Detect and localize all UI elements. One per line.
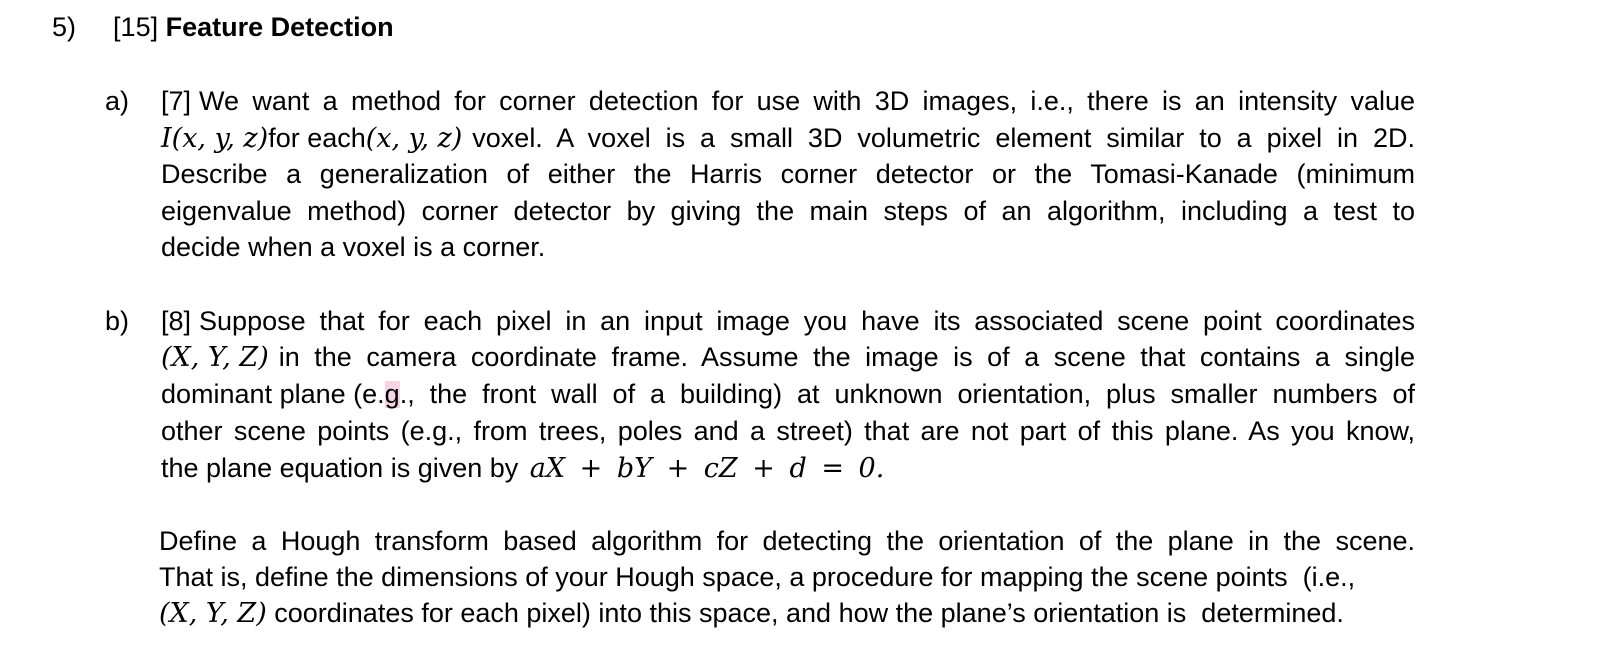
question-points: [15] — [113, 12, 159, 42]
part-b-line-4: other scene points (e.g., from trees, poles and a street) that are not part of this plane. As you know, — [161, 416, 1415, 446]
part-b-line-1 — [161, 308, 1415, 335]
question-header — [52, 14, 394, 41]
part-a-line-2-text: voxel. A voxel is a small 3D volumetric element similar to a pixel in 2D. — [472, 123, 1415, 153]
part-b-points: [8] — [161, 306, 192, 336]
part-b-label: b) — [105, 306, 130, 336]
part-a-line-3: Describe a generalization of either the Harris corner detector or the Tomasi-Kanade (minimum — [161, 159, 1415, 189]
part-b-para2-math-xyz: (X, Y, Z) — [159, 598, 267, 629]
part-a-line-1-text: We want a method for corner detection for use with 3D images, i.e., there is an intensity value — [199, 86, 1415, 116]
part-a-line-4: eigenvalue method) corner detector by giving the main steps of an algorithm, including a test to — [161, 196, 1415, 226]
part-b-math-xyz: (X, Y, Z) — [161, 342, 269, 373]
part-b-line-5 — [161, 455, 884, 482]
part-b-para2-line-1: Define a Hough transform based algorithm for detecting the orientation of the plane in the scene. — [159, 526, 1415, 556]
part-a-math-intensity: I(x, y, z) — [161, 123, 269, 154]
part-a-line-2-mid: for each — [268, 123, 366, 153]
part-a-points: [7] — [161, 86, 192, 116]
part-b-line-3-pre: dominant plane (e. — [161, 379, 385, 409]
part-b-line-2 — [161, 344, 1415, 371]
part-b-line-2-text: in the camera coordinate frame. Assume the image is of a scene that contains a single — [278, 342, 1415, 372]
part-a-line-2 — [161, 125, 1415, 152]
part-b-para2-line-3-text: coordinates for each pixel) into this space, and how the plane’s orientation is determined. — [274, 598, 1344, 628]
part-a-math-voxel: (x, y, z) — [365, 123, 463, 154]
part-a-line-1 — [161, 88, 1415, 115]
part-a-label: a) — [105, 86, 130, 116]
question-title: Feature Detection — [165, 12, 394, 42]
question-number: 5) — [52, 12, 77, 42]
part-a-line-5: decide when a voxel is a corner. — [161, 232, 546, 262]
part-b-line-1-text: Suppose that for each pixel in an input image you have its associated scene point coordinates — [199, 306, 1415, 336]
plane-equation: aX + bY + cZ + d = 0. — [529, 453, 885, 484]
part-b-line-3 — [161, 381, 1415, 408]
part-b-para2-line-3 — [159, 600, 1344, 627]
part-b-line-3-post: ., the front wall of a building) at unknown orientation, plus smaller numbers of — [399, 379, 1415, 409]
part-b-para2-line-2: That is, define the dimensions of your Hough space, a procedure for mapping the scene points (i.e., — [159, 562, 1356, 592]
part-b-highlight: g — [384, 379, 400, 409]
part-b-line-5-text: the plane equation is given by — [161, 453, 519, 483]
